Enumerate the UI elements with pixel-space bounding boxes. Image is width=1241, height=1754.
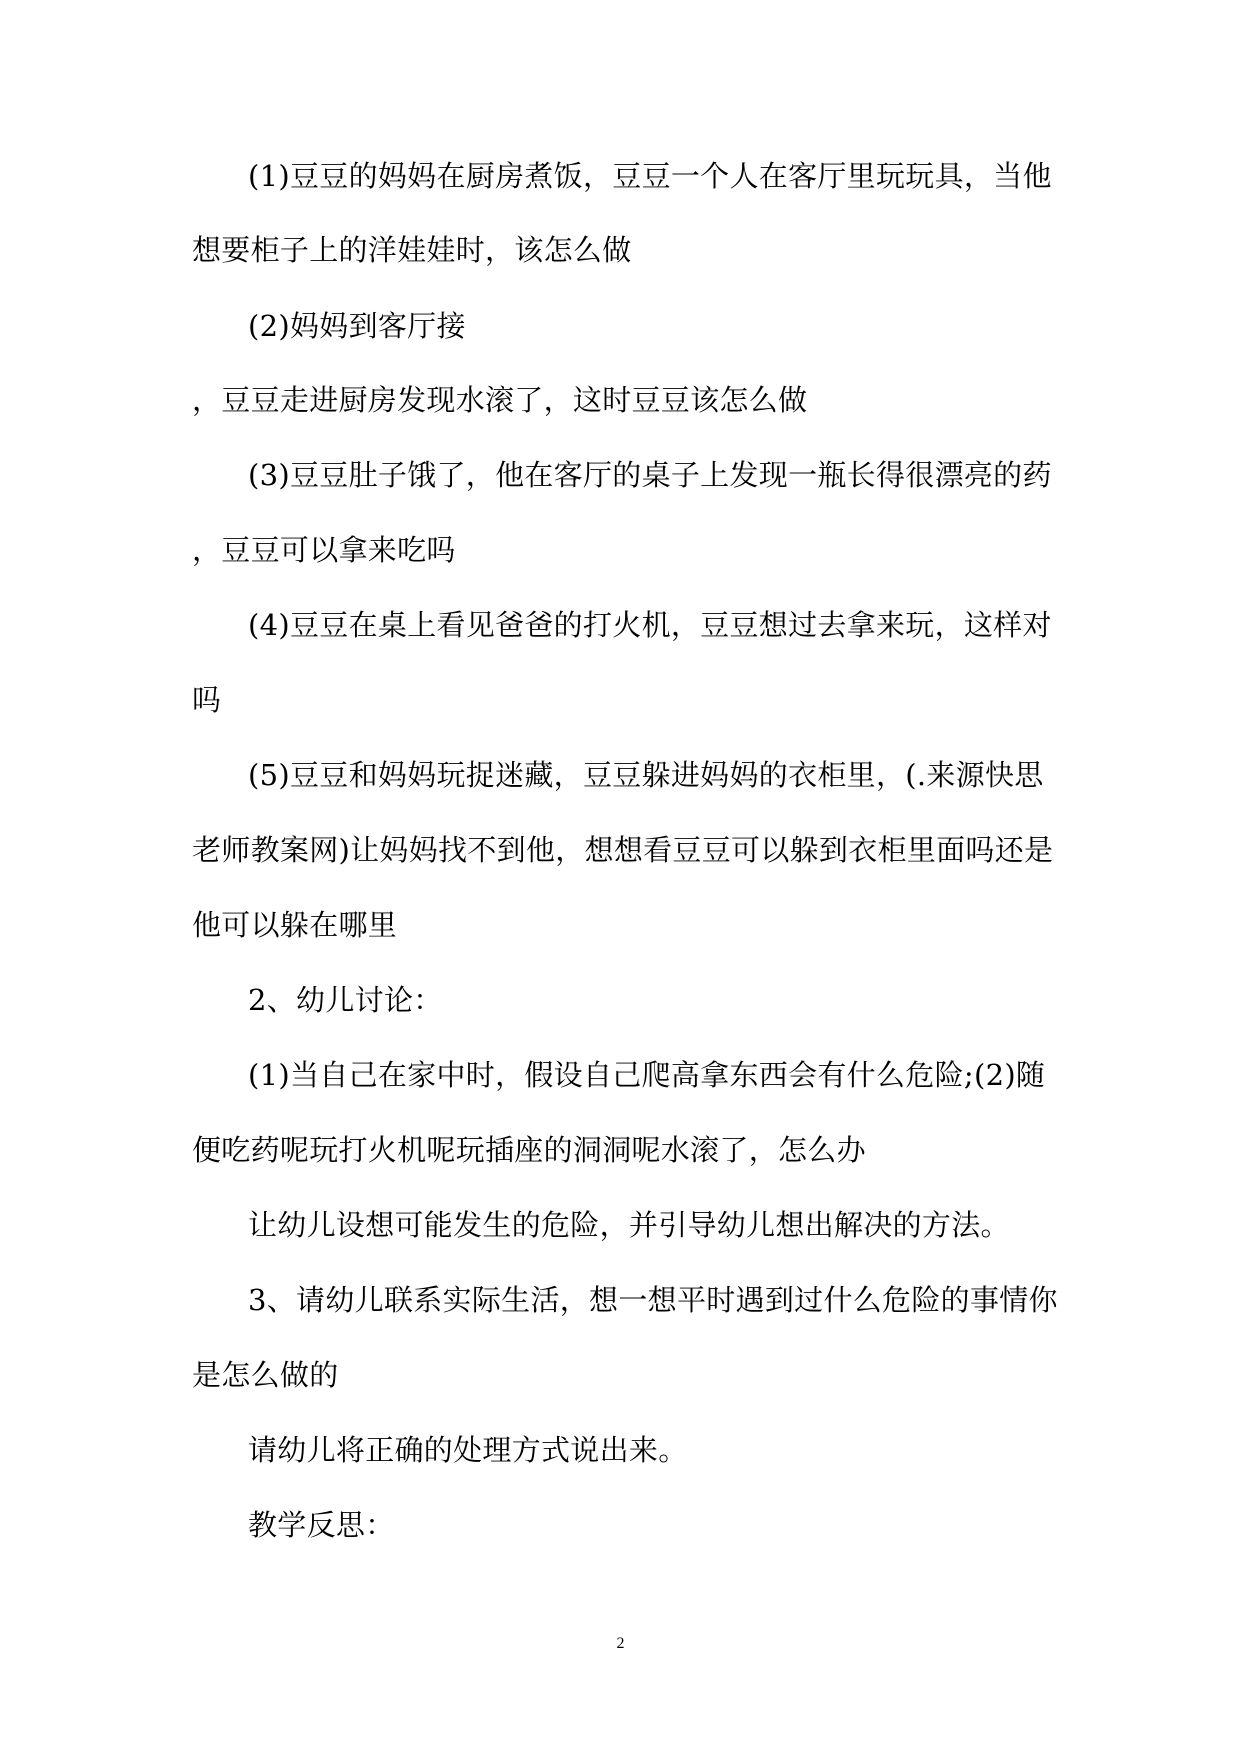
paragraph-line: 让幼儿设想可能发生的危险，并引导幼儿想出解决的方法。 (248, 1208, 1010, 1242)
paragraph-line: (1)当自己在家中时，假设自己爬高拿东西会有什么危险;(2)随 (248, 1058, 1046, 1092)
section-heading: 教学反思： (248, 1508, 395, 1542)
paragraph-line: ，豆豆可以拿来吃吗 (192, 533, 456, 567)
paragraph-line: (3)豆豆肚子饿了，他在客厅的桌子上发现一瓶长得很漂亮的药 (248, 458, 1052, 492)
paragraph-line: 他可以躲在哪里 (192, 908, 398, 942)
paragraph-line: 请幼儿将正确的处理方式说出来。 (248, 1433, 688, 1467)
page-number: 2 (616, 1635, 625, 1652)
paragraph-line: 是怎么做的 (192, 1358, 339, 1392)
paragraph-line: 3、请幼儿联系实际生活，想一想平时遇到过什么危险的事情你 (248, 1283, 1058, 1317)
paragraph-line: (4)豆豆在桌上看见爸爸的打火机，豆豆想过去拿来玩，这样对 (248, 608, 1052, 642)
paragraph-line: ，豆豆走进厨房发现水滚了，这时豆豆该怎么做 (192, 383, 808, 417)
paragraph-line: (1)豆豆的妈妈在厨房煮饭，豆豆一个人在客厅里玩玩具，当他 (248, 159, 1052, 193)
paragraph-line: 便吃药呢玩打火机呢玩插座的洞洞呢水滚了，怎么办 (192, 1133, 866, 1167)
section-heading: 2、幼儿讨论： (248, 983, 443, 1017)
paragraph-line: 想要柜子上的洋娃娃时，该怎么做 (192, 233, 632, 267)
paragraph-line: (2)妈妈到客厅接 (248, 309, 466, 343)
paragraph-line: (5)豆豆和妈妈玩捉迷藏，豆豆躲进妈妈的衣柜里，(.来源快思 (248, 758, 1044, 792)
paragraph-line: 吗 (192, 683, 222, 717)
paragraph-line: 老师教案网)让妈妈找不到他，想想看豆豆可以躲到衣柜里面吗还是 (192, 833, 1054, 867)
